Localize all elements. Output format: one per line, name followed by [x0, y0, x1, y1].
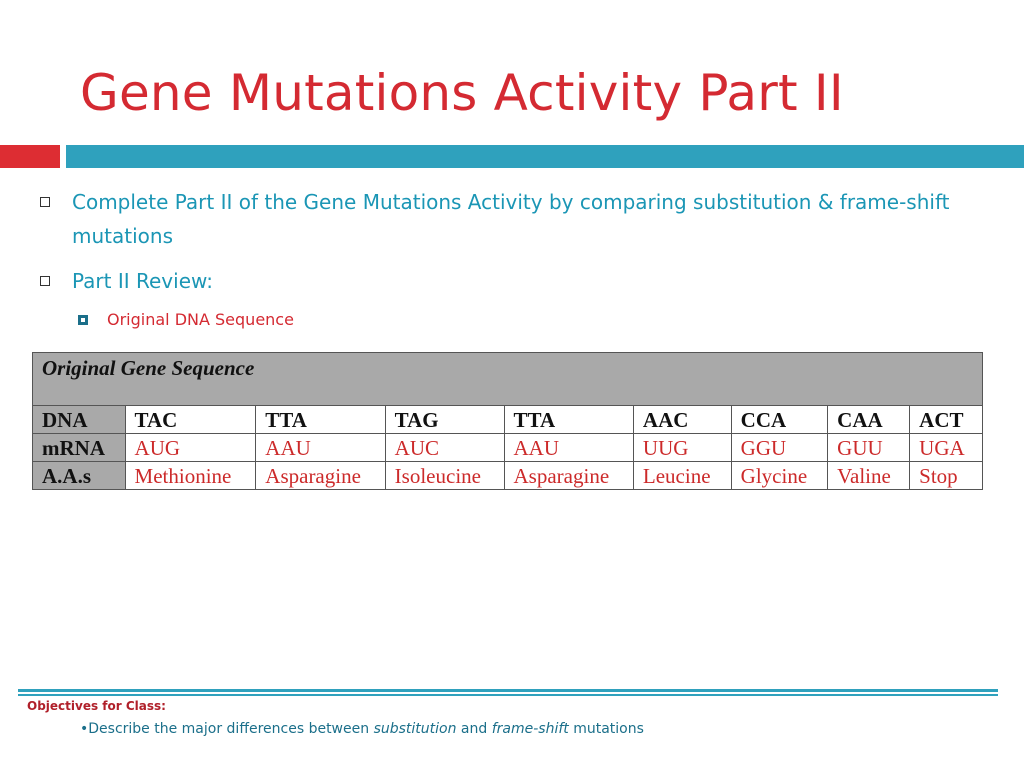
- bullet-square-icon: [40, 276, 50, 286]
- bullet-item-2: [40, 268, 952, 298]
- table-cell: Isoleucine: [385, 462, 504, 490]
- table-cell: ACT: [910, 406, 983, 434]
- footer-divider: [18, 694, 998, 696]
- sub-bullet-text: Original DNA Sequence: [107, 310, 294, 329]
- objective-line: [80, 721, 644, 737]
- accent-bar-blue: [66, 145, 1024, 168]
- table-cell: CAA: [828, 406, 910, 434]
- table-cell: TAG: [385, 406, 504, 434]
- table-cell: UGA: [910, 434, 983, 462]
- footer-divider: [18, 689, 998, 692]
- bullet-item-1: [40, 189, 952, 253]
- table-cell: AAU: [504, 434, 633, 462]
- table-cell: CCA: [731, 406, 827, 434]
- objective-text: •Describe the major differences between: [80, 721, 374, 737]
- accent-bar-red: [0, 145, 60, 168]
- table-cell: Glycine: [731, 462, 827, 490]
- slide-title: Gene Mutations Activity Part II: [80, 64, 844, 122]
- table-row-dna: [33, 406, 983, 434]
- table-cell: Asparagine: [504, 462, 633, 490]
- table-header-cell: Original Gene Sequence: [33, 353, 983, 406]
- table-cell: AAC: [633, 406, 731, 434]
- table-cell: TTA: [256, 406, 385, 434]
- table-row-mrna: [33, 434, 983, 462]
- table-cell: TTA: [504, 406, 633, 434]
- table-header-row: [33, 353, 983, 406]
- sub-bullet-square-icon: [78, 315, 88, 325]
- objective-text: mutations: [568, 721, 644, 737]
- sub-bullet-item: [78, 310, 294, 330]
- gene-sequence-table: [32, 352, 983, 490]
- table-cell: TAC: [125, 406, 256, 434]
- row-label: mRNA: [33, 434, 126, 462]
- objectives-title: Objectives for Class:: [27, 699, 166, 713]
- bullet-text-2: Part II Review:: [72, 269, 213, 293]
- bullet-text-1: Complete Part II of the Gene Mutations Activity by comparing substitution & frame-shift mutations: [72, 190, 950, 248]
- table-cell: AAU: [256, 434, 385, 462]
- table-cell: Asparagine: [256, 462, 385, 490]
- objective-term: substitution: [373, 721, 457, 737]
- table-row-amino-acids: [33, 462, 983, 490]
- table-cell: UUG: [633, 434, 731, 462]
- table-cell: AUG: [125, 434, 256, 462]
- row-label: A.A.s: [33, 462, 126, 490]
- table-cell: GGU: [731, 434, 827, 462]
- table-cell: Leucine: [633, 462, 731, 490]
- objective-term: frame-shift: [491, 721, 569, 737]
- objective-text: and: [456, 721, 492, 737]
- bullet-square-icon: [40, 197, 50, 207]
- row-label: DNA: [33, 406, 126, 434]
- table-cell: Valine: [828, 462, 910, 490]
- table-cell: GUU: [828, 434, 910, 462]
- table-cell: AUC: [385, 434, 504, 462]
- table-cell: Methionine: [125, 462, 256, 490]
- table-cell: Stop: [910, 462, 983, 490]
